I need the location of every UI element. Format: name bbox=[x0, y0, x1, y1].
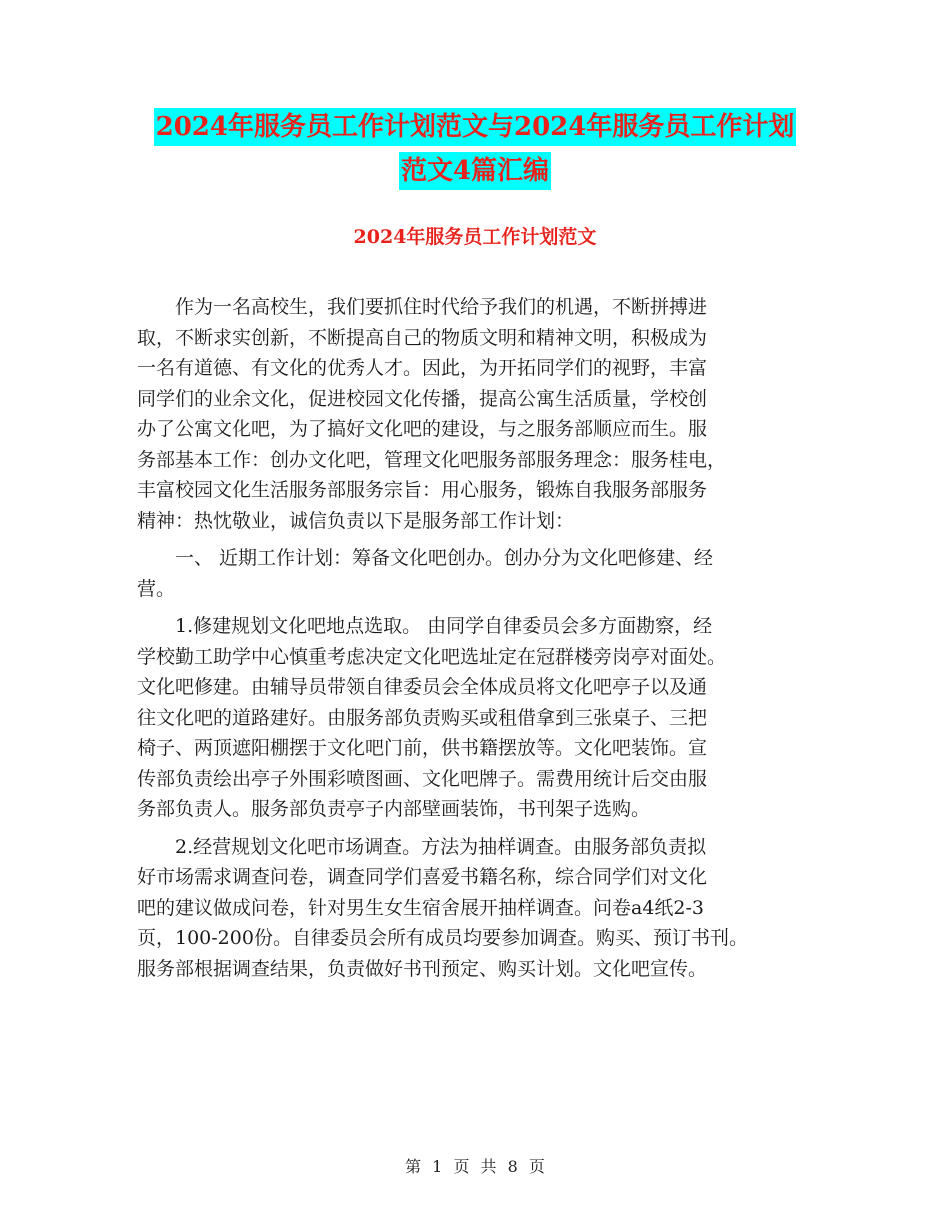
text-line: 一、 近期工作计划：筹备文化吧创办。创办分为文化吧修建、经 bbox=[175, 547, 714, 569]
paragraph-2 bbox=[137, 543, 817, 604]
paragraph-3 bbox=[137, 611, 817, 825]
text-line: 往文化吧的道路建好。由服务部负责购买或租借拿到三张桌子、三把 bbox=[137, 706, 708, 729]
text-line: 好市场需求调查问卷，调查同学们喜爱书籍名称，综合同学们对文化 bbox=[137, 866, 708, 888]
text-line: 务部基本工作：创办文化吧，管理文化吧服务部服务理念：服务桂电， bbox=[137, 448, 727, 471]
text-line: 椅子、两顶遮阳棚摆于文化吧门前，供书籍摆放等。文化吧装饰。宣 bbox=[137, 737, 708, 759]
text-line: 学校勤工助学中心慎重考虑决定文化吧选址定在冠群楼旁岗亭对面处。 bbox=[137, 645, 727, 668]
text-line: 传部负责绘出亭子外围彩喷图画、文化吧牌子。需费用统计后交由服 bbox=[137, 767, 708, 790]
title-line-1: 2024年服务员工作计划范文与2024年服务员工作计划 bbox=[154, 108, 797, 146]
page-footer: 第 1 页 共 8 页 bbox=[405, 1157, 545, 1176]
text-line: 营。 bbox=[137, 577, 176, 600]
text-line: 一名有道德、有文化的优秀人才。因此，为开拓同学们的视野，丰富 bbox=[137, 357, 708, 379]
text-line: 服务部根据调查结果，负责做好书刊预定、购买计划。文化吧宣传。 bbox=[137, 957, 708, 980]
body-text bbox=[137, 292, 817, 991]
text-line: 办了公寓文化吧，为了搞好文化吧的建设，与之服务部顺应而生。服 bbox=[137, 418, 708, 440]
text-line: 2.经营规划文化吧市场调查。方法为抽样调查。由服务部负责拟 bbox=[175, 835, 707, 858]
text-line: 同学们的业余文化，促进校园文化传播，提高公寓生活质量，学校创 bbox=[137, 387, 708, 410]
paragraph-4 bbox=[137, 832, 817, 985]
title-line-2: 范文4篇汇编 bbox=[399, 152, 551, 190]
text-line: 丰富校园文化生活服务部服务宗旨：用心服务，锻炼自我服务部服务 bbox=[137, 479, 708, 501]
document-title bbox=[0, 108, 950, 190]
text-line: 页，100-200份。自律委员会所有成员均要参加调查。购买、预订书刊。 bbox=[137, 927, 748, 949]
text-line: 精神：热忱敬业，诚信负责以下是服务部工作计划： bbox=[137, 509, 575, 532]
text-line: 文化吧修建。由辅导员带领自律委员会全体成员将文化吧亭子以及通 bbox=[137, 676, 708, 698]
text-line: 务部负责人。服务部负责亭子内部壁画装饰，书刊架子选购。 bbox=[137, 798, 651, 820]
text-line: 取，不断求实创新，不断提高自己的物质文明和精神文明，积极成为 bbox=[137, 326, 708, 349]
text-line: 1.修建规划文化吧地点选取。 由同学自律委员会多方面勘察，经 bbox=[175, 615, 713, 637]
section-heading: 2024年服务员工作计划范文 bbox=[353, 226, 597, 248]
paragraph-1 bbox=[137, 292, 817, 536]
text-line: 作为一名高校生，我们要抓住时代给予我们的机遇，不断拼搏进 bbox=[175, 296, 708, 318]
text-line: 吧的建议做成问卷，针对男生女生宿舍展开抽样调查。问卷a4纸2-3 bbox=[137, 896, 705, 919]
